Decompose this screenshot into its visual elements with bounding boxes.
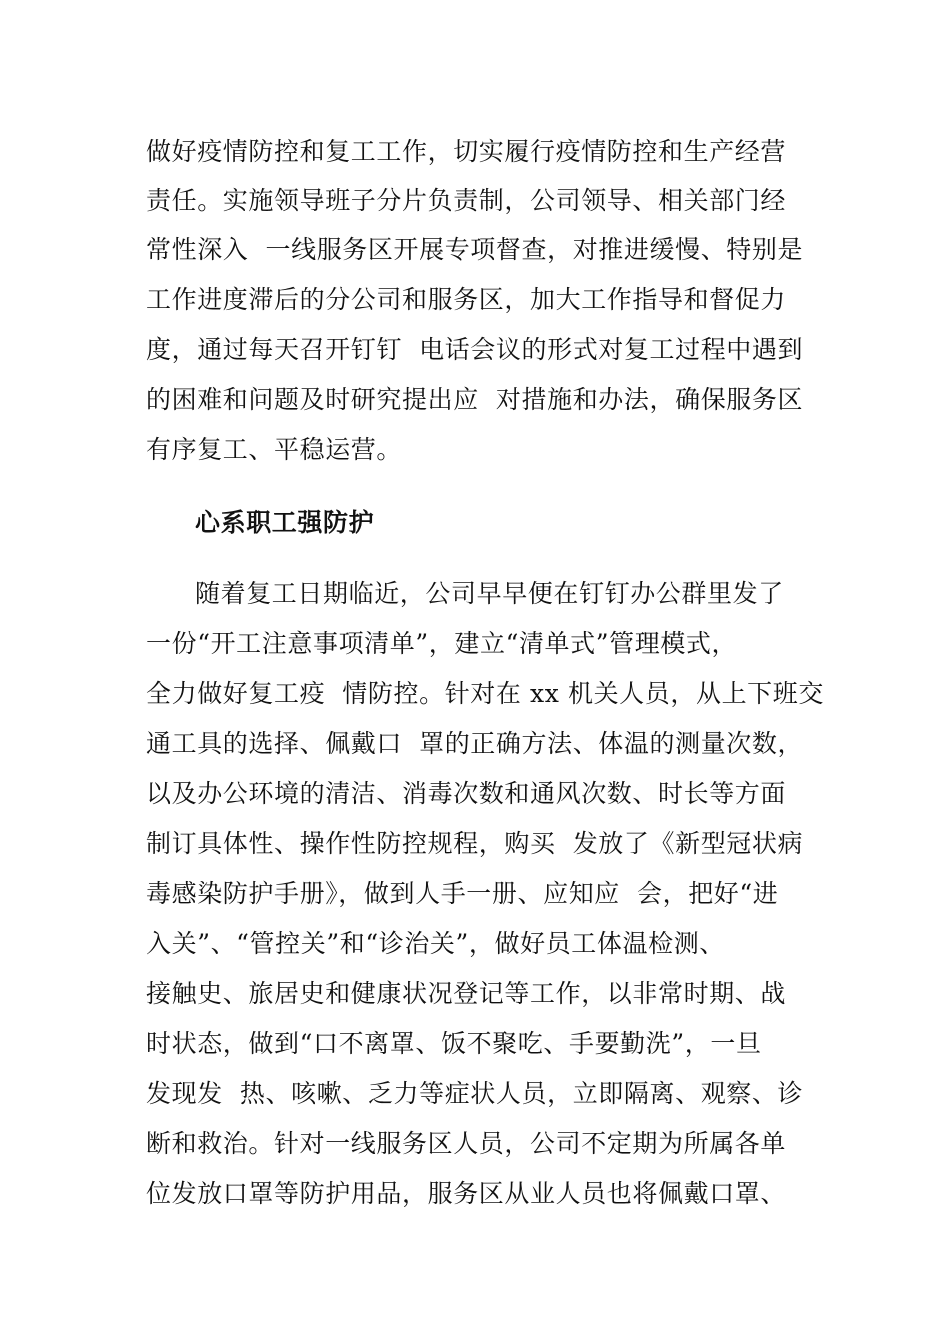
- text-line: 度，通过每天召开钉钉 电话会议的形式对复工过程中遇到: [146, 335, 804, 364]
- text-line: 毒感染防护手册》，做到人手一册、应知应 会，把好“进: [146, 879, 779, 908]
- text-line: 发现发 热、咳嗽、乏力等症状人员，立即隔离、观察、诊: [146, 1079, 804, 1108]
- text-line: 时状态，做到“口不离罩、饭不聚吃、手要勤洗”，一旦: [146, 1029, 762, 1058]
- text-line: 一份“开工注意事项清单”，建立“清单式”管理模式，: [146, 629, 738, 658]
- text-line: 有序复工、平稳运营。: [146, 435, 403, 464]
- text-line: 做好疫情防控和复工工作，切实履行疫情防控和生产经营: [146, 137, 787, 166]
- text-line: 工作进度滞后的分公司和服务区，加大工作指导和督促力: [146, 285, 787, 314]
- text-line: 入关”、“管控关”和“诊治关”，做好员工体温检测、: [146, 929, 725, 958]
- text-line: 位发放口罩等防护用品，服务区从业人员也将佩戴口罩、: [146, 1179, 787, 1208]
- section-heading: 心系职工强防护: [195, 508, 375, 537]
- text-line: 责任。实施领导班子分片负责制，公司领导、相关部门经: [146, 186, 787, 215]
- text-line: 制订具体性、操作性防控规程，购买 发放了《新型冠状病: [146, 829, 804, 858]
- text-line: 断和救治。针对一线服务区人员，公司不定期为所属各单: [146, 1129, 787, 1158]
- text-line: 随着复工日期临近，公司早早便在钉钉办公群里发了: [195, 579, 784, 608]
- text-line: 通工具的选择、佩戴口 罩的正确方法、体温的测量次数，: [146, 729, 804, 758]
- text-line: 全力做好复工疫 情防控。针对在 xx 机关人员，从上下班交: [146, 679, 824, 708]
- text-line: 以及办公环境的清洁、消毒次数和通风次数、时长等方面: [146, 779, 787, 808]
- text-line: 常性深入 一线服务区开展专项督查，对推进缓慢、特别是: [146, 235, 804, 264]
- text-line: 接触史、旅居史和健康状况登记等工作，以非常时期、战: [146, 979, 787, 1008]
- text-line: 的困难和问题及时研究提出应 对措施和办法，确保服务区: [146, 385, 804, 414]
